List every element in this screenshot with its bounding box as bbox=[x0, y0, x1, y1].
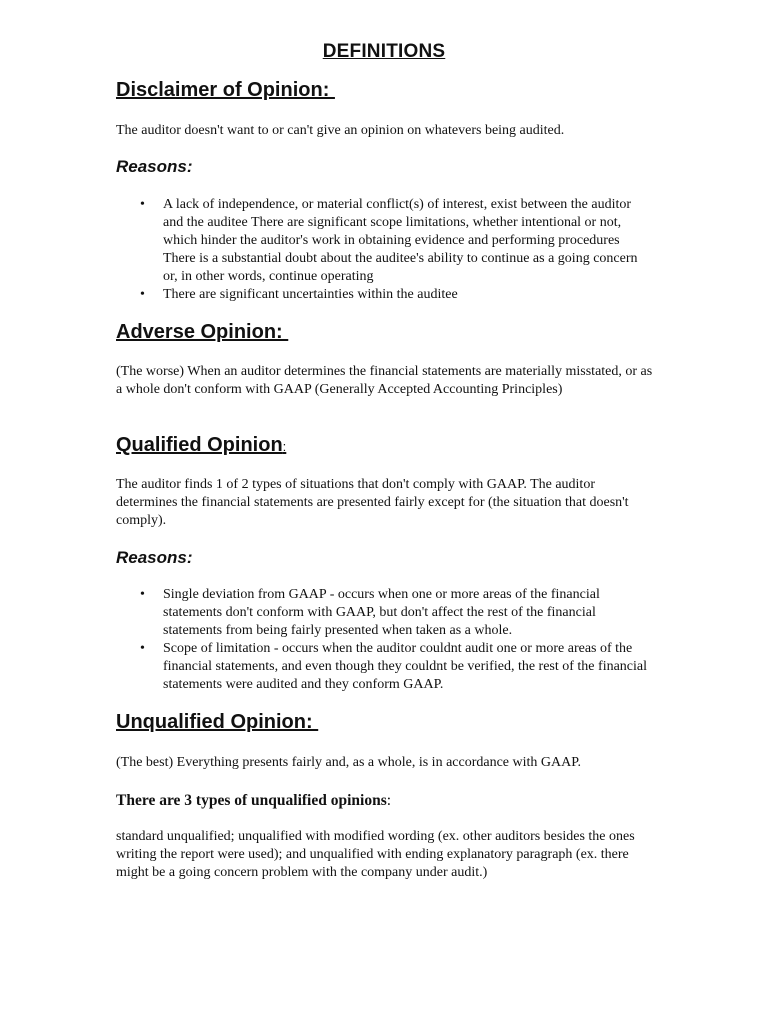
disclaimer-reasons-heading: Reasons: bbox=[116, 157, 193, 176]
unqualified-types-heading-colon: : bbox=[386, 792, 392, 809]
adverse-text: (The worse) When an auditor determines the financial statements are materially misstated, or as a whole don't conform with GAAP (Generally Accepted Accounting Principles) bbox=[116, 364, 653, 397]
unqualified-types-heading-label: There are 3 types of unqualified opinions bbox=[116, 792, 387, 809]
qualified-heading-colon: : bbox=[282, 439, 287, 454]
list-item-text: A lack of independence, or material conflict(s) of interest, exist between the auditor and the auditee There are significant scope limitations, whether intentional or not, which hinder the auditor's work in obtaining evidence and performing procedures There is a substantial doubt about the auditee's ability to continue as a going concern or, in other words, continue operating bbox=[163, 197, 638, 284]
list-item bbox=[138, 196, 648, 286]
bullet-icon: • bbox=[140, 287, 145, 302]
qualified-text: The auditor finds 1 of 2 types of situations that don't comply with GAAP. The auditor determines the financial statements are presented fairly except for (the situation that doesn't comply). bbox=[116, 477, 629, 528]
unqualified-text: (The best) Everything presents fairly and, as a whole, is in accordance with GAAP. bbox=[116, 755, 581, 770]
unqualified-types-text: standard unqualified; unqualified with modified wording (ex. other auditors besides the ones writing the report were used); and unqualified with ending explanatory paragraph (ex. there might be a going concern problem with the company under audit.) bbox=[116, 829, 635, 880]
list-item-text: Scope of limitation - occurs when the auditor couldnt audit one or more areas of the financial statements, and even though they couldnt be verified, the rest of the financial statements were audited and they conform GAAP. bbox=[163, 641, 647, 692]
bullet-icon: • bbox=[140, 587, 145, 602]
list-item-text: There are significant uncertainties within the auditee bbox=[163, 287, 458, 302]
bullet-icon: • bbox=[140, 641, 145, 656]
disclaimer-heading: Disclaimer of Opinion: bbox=[116, 79, 335, 101]
list-item-text: Single deviation from GAAP - occurs when one or more areas of the financial statements don't conform with GAAP, but don't affect the rest of the financial statements from being fairly presented when taken as a whole. bbox=[163, 587, 600, 638]
list-item bbox=[138, 640, 648, 694]
qualified-reasons-list bbox=[138, 586, 648, 694]
qualified-reasons-heading: Reasons: bbox=[116, 548, 193, 567]
disclaimer-reasons-list bbox=[138, 196, 648, 304]
adverse-heading: Adverse Opinion: bbox=[116, 321, 289, 343]
disclaimer-text: The auditor doesn't want to or can't give an opinion on whatevers being audited. bbox=[116, 123, 565, 138]
qualified-heading bbox=[116, 434, 286, 457]
unqualified-types-heading bbox=[116, 792, 391, 810]
list-item bbox=[138, 586, 648, 640]
bullet-icon: • bbox=[140, 197, 145, 212]
unqualified-heading: Unqualified Opinion: bbox=[116, 711, 319, 733]
qualified-heading-label: Qualified Opinion bbox=[116, 434, 283, 456]
list-item bbox=[138, 286, 648, 304]
document-title: DEFINITIONS bbox=[322, 41, 446, 62]
